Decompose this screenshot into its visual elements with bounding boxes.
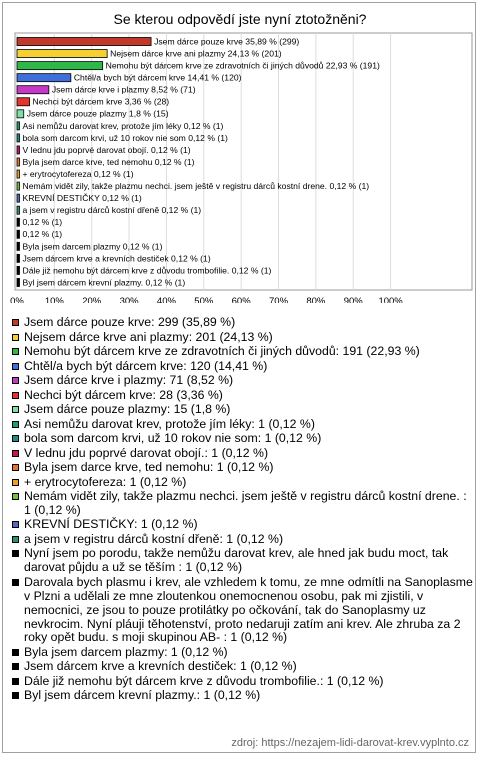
bar — [17, 206, 20, 214]
legend-item — [11, 576, 473, 646]
legend-item — [11, 374, 473, 388]
legend-item — [11, 389, 473, 403]
legend — [11, 316, 473, 704]
legend-swatch — [12, 421, 19, 428]
bar — [17, 194, 20, 202]
legend-swatch — [12, 435, 19, 442]
legend-label: Dále již nemohu být dárcem krve z důvodu trombofilie.: 1 (0,12 %) — [24, 673, 384, 688]
bar — [17, 134, 20, 142]
legend-item — [11, 476, 473, 490]
bar-label: Byl jsem dárcem krevní plazmy. 0,12 % (1) — [22, 277, 186, 288]
bar-label: 0,12 % (1) — [22, 217, 63, 228]
legend-item — [11, 660, 473, 674]
legend-label: Nemám vidět zily, takže plazmu nechci. jsem ještě v registru dárců kostní drene. : 1 (0,12 %) — [24, 489, 467, 517]
legend-label: a jsem v registru dárců kostní dřeně: 1 (0,12 %) — [24, 531, 284, 546]
legend-item — [11, 418, 473, 432]
x-tick-label: 30% — [119, 296, 139, 303]
bar — [17, 74, 71, 82]
legend-label: Nemohu být dárcem krve ze zdravotních či jiných důvodů: 191 (22,93 %) — [24, 344, 420, 358]
legend-label: Nejsem dárce krve ani plazmy: 201 (24,13 %) — [24, 329, 273, 344]
chart-frame — [2, 2, 476, 753]
legend-swatch — [12, 579, 19, 586]
legend-label: Byl jsem dárcem krevní plazmy.: 1 (0,12 %) — [24, 688, 261, 703]
legend-label: Darovala bych plasmu i krev, ale vzhledem k tomu, ze mne odmítli na Sanoplasme v Plzni a udělali ze mne zloutenkou onemocnenou osobu, pak mi zjistili, v nemocnici, ze jsou to pouze protilátky po očkování, tak do Sanoplasmy uz nevkrocim. Nyní pláuji těhotenství, proto nedaruji zatím ani krev. Ale zhruba za 2 roky opět budu. s moji skupinou AB- : 1 (0,12 %) — [24, 574, 473, 645]
legend-swatch — [12, 450, 19, 457]
bar — [17, 98, 30, 106]
legend-item — [11, 331, 473, 345]
legend-swatch — [12, 406, 19, 413]
legend-swatch — [12, 319, 19, 326]
bar-label: KREVNÍ DESTIČKY 0,12 % (1) — [22, 193, 142, 204]
legend-label: V lednu jdu poprvé darovat obojí.: 1 (0,12 %) — [24, 445, 269, 460]
bar — [17, 278, 20, 286]
bar-label: a jsem v registru dárců kostní dřeně 0,12 % (1) — [22, 205, 202, 216]
legend-item — [11, 646, 473, 660]
legend-swatch — [12, 649, 19, 656]
legend-label: Jsem dárce pouze krve: 299 (35,89 %) — [24, 315, 236, 329]
x-tick-label: 70% — [269, 296, 289, 303]
legend-label: + erytrocytofereza: 1 (0,12 %) — [24, 474, 187, 489]
legend-swatch — [12, 479, 19, 486]
bar-label: Nemohu být dárcem krve ze zdravotních či jiných důvodů 22,93 % (191) — [105, 60, 380, 71]
x-tick-label: 80% — [306, 296, 326, 303]
legend-label: Nyní jsem po porodu, takže nemůžu darovat krev, ale hned jak budu moct, tak darovat půjdu a už se těším : 1 (0,12 %) — [24, 546, 449, 575]
legend-swatch — [12, 377, 19, 384]
legend-label: Byla jsem darcem plazmy: 1 (0,12 %) — [24, 644, 228, 659]
bar-label: 0,12 % (1) — [22, 229, 63, 240]
legend-swatch — [12, 521, 19, 528]
chart-title: Se kterou odpovědí jste nyní ztotožněni? — [113, 11, 367, 27]
legend-swatch — [12, 550, 19, 557]
legend-item — [11, 518, 473, 532]
legend-item — [11, 675, 473, 689]
x-tick-label: 0% — [10, 296, 24, 303]
bar — [17, 182, 20, 190]
legend-label: bola som darcom krvi, už 10 rokov nie som: 1 (0,12 %) — [24, 431, 322, 445]
legend-label: Chtěl/a bych být dárcem krve: 120 (14,41 %) — [24, 358, 268, 373]
x-tick-label: 60% — [231, 296, 251, 303]
legend-item — [11, 360, 473, 374]
legend-swatch — [12, 363, 19, 370]
bar-label: Nechci být dárcem krve 3,36 % (28) — [32, 96, 170, 107]
legend-item — [11, 490, 473, 518]
bar-chart — [3, 3, 477, 303]
bar — [17, 230, 20, 238]
legend-swatch — [12, 348, 19, 355]
legend-swatch — [12, 678, 19, 685]
legend-label: Jsem dárce krve i plazmy: 71 (8,52 %) — [24, 373, 234, 387]
legend-swatch — [12, 536, 19, 543]
legend-item — [11, 533, 473, 547]
legend-label: Nechci být dárcem krve: 28 (3,36 %) — [24, 387, 223, 402]
bar-label: V lednu jdu poprvé darovat obojí. 0,12 % (1) — [22, 144, 191, 155]
legend-item — [11, 345, 473, 359]
legend-swatch — [12, 493, 19, 500]
bar-label: Byla jsem darcem plazmy 0,12 % (1) — [22, 241, 163, 252]
bar-label: Jsem dárcem krve a krevních destiček 0,12 % (1) — [22, 253, 211, 264]
bar — [17, 266, 20, 274]
x-tick-label: 20% — [82, 296, 102, 303]
x-tick-label: 40% — [156, 296, 176, 303]
legend-label: KREVNÍ DESTIČKY: 1 (0,12 %) — [24, 517, 198, 532]
x-tick-label: 50% — [194, 296, 214, 303]
legend-swatch — [12, 464, 19, 471]
bar — [17, 110, 24, 118]
legend-item — [11, 461, 473, 475]
legend-swatch — [12, 392, 19, 399]
bar — [17, 86, 49, 94]
bar-label: Byla jsem darce krve, ted nemohu 0,12 % (1) — [22, 156, 195, 167]
bar — [17, 122, 20, 130]
legend-item — [11, 689, 473, 703]
bar-label: Nejsem dárce krve ani plazmy 24,13 % (201) — [110, 48, 282, 59]
source-text: zdroj: https://nezajem-lidi-darovat-krev.vyplnto.cz — [231, 737, 469, 749]
legend-item — [11, 447, 473, 461]
bar — [17, 146, 20, 154]
legend-label: Asi nemůžu darovat krev, protože jím léky: 1 (0,12 %) — [24, 416, 315, 431]
bar-label: Nemám vidět zily, takže plazmu nechci. jsem ještě v registru dárců kostní drene. 0,12 % (1) — [22, 181, 370, 192]
legend-label: Byla jsem darce krve, ted nemohu: 1 (0,12 %) — [24, 460, 274, 474]
bar-label: Jsem dárce pouze krve 35,89 % (299) — [154, 36, 300, 47]
bar — [17, 50, 107, 58]
legend-label: Jsem dárce pouze plazmy: 15 (1,8 %) — [24, 402, 231, 416]
legend-item — [11, 403, 473, 417]
bar — [17, 62, 103, 70]
bar-label: Jsem dárce pouze plazmy 1,8 % (15) — [26, 108, 169, 119]
legend-label: Jsem dárcem krve a krevních destiček: 1 (0,12 %) — [24, 659, 297, 674]
x-tick-label: 10% — [44, 296, 64, 303]
legend-swatch — [12, 663, 19, 670]
bar — [17, 38, 151, 46]
bar — [17, 242, 20, 250]
bar — [17, 170, 20, 178]
x-tick-label: 100% — [378, 296, 403, 303]
bar — [17, 158, 20, 166]
legend-item — [11, 547, 473, 575]
legend-swatch — [12, 334, 19, 341]
legend-item — [11, 432, 473, 446]
bar-label: bola som darcom krvi, už 10 rokov nie som 0,12 % (1) — [22, 132, 228, 143]
legend-swatch — [12, 692, 19, 699]
bar — [17, 218, 20, 226]
bar-label: Dále již nemohu být dárcem krve z důvodu trombofilie. 0,12 % (1) — [22, 265, 272, 276]
bar — [17, 254, 20, 262]
x-tick-label: 90% — [343, 296, 363, 303]
bar-label: Jsem dárce krve i plazmy 8,52 % (71) — [51, 84, 196, 95]
bar-label: Asi nemůžu darovat krev, protože jím léky 0,12 % (1) — [22, 120, 224, 131]
bar-label: + erytrocytofereza 0,12 % (1) — [22, 168, 134, 179]
bar-label: Chtěl/a bych být dárcem krve 14,41 % (120) — [73, 72, 242, 83]
legend-item — [11, 316, 473, 330]
